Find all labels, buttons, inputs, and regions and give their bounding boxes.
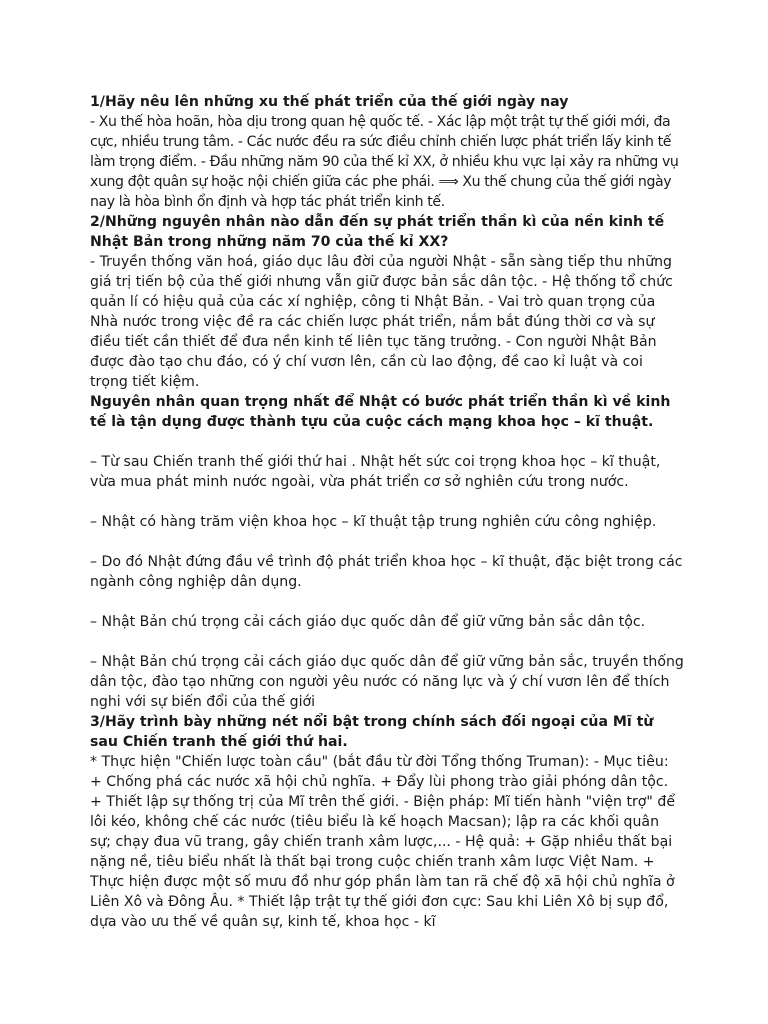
q2-body: - Truyền thống văn hoá, giáo dục lâu đời của người Nhật - sẵn sàng tiếp thu những giá trị tiến bộ của thế giới nhưng vẫn giữ được bản sắc dân tộc. - Hệ thống tổ chức quản lí có hiệu quả của các xí nghiệp, công ti Nhật Bản. - Vai trò quan trọng của Nhà nước trong việc đề ra các chiến lược phát triển, nắm bắt đúng thời cơ và sự điều tiết cần thiết để đưa nền kinh tế liên tục tăng trưởng. - Con người Nhật Bản được đào tạo chu đáo, có ý chí vươn lên, cần cù lao động, đề cao kỉ luật và coi trọng tiết kiệm. xyxy=(90,254,673,390)
q3-body: * Thực hiện "Chiến lược toàn cầu" (bắt đầu từ đời Tổng thống Truman): - Mục tiêu: + Chống phá các nước xã hội chủ nghĩa. + Đẩy lùi phong trào giải phóng dân tộc. + Thiết lập sự thống trị của Mĩ trên thế giới. - Biện pháp: Mĩ tiến hành "viện trợ" để lôi kéo, không chế các nước (tiêu biểu là kế hoạch Macsan); lập ra các khối quân sự; chạy đua vũ trang, gây chiến tranh xâm lược,... - Hệ quả: + Gặp nhiều thất bại nặng nề, tiêu biểu nhất là thất bại trong cuộc chiến tranh xâm lược Việt Nam. + Thực hiện được một số mưu đồ như góp phần làm tan rã chế độ xã hội chủ nghĩa ở Liên Xô và Đông Âu. * Thiết lập trật tự thế giới đơn cực: Sau khi Liên Xô bị sụp đổ, dựa vào ưu thế về quân sự, kinh tế, khoa học - kĩ xyxy=(90,754,675,930)
q2-point: – Nhật Bản chú trọng cải cách giáo dục quốc dân để giữ vững bản sắc dân tộc. xyxy=(90,614,646,630)
q3-heading: 3/Hãy trình bày những nét nổi bật trong chính sách đối ngoại của Mĩ từ sau Chiến tranh thế giới thứ hai. xyxy=(90,714,654,750)
document-page xyxy=(90,92,684,932)
paragraph-gap xyxy=(90,592,684,612)
q2-point: – Từ sau Chiến tranh thế giới thứ hai . Nhật hết sức coi trọng khoa học – kĩ thuật, vừa mua phát minh nước ngoài, vừa phát triển cơ sở nghiên cứu trong nước. xyxy=(90,454,661,490)
paragraph-gap xyxy=(90,632,684,652)
q2-point: – Do đó Nhật đứng đầu về trình độ phát triển khoa học – kĩ thuật, đặc biệt trong các ngành công nghiệp dân dụng. xyxy=(90,554,683,590)
q1-heading: 1/Hãy nêu lên những xu thế phát triển của thế giới ngày nay xyxy=(90,94,569,110)
q2-point: – Nhật Bản chú trọng cải cách giáo dục quốc dân để giữ vững bản sắc, truyền thống dân tộc, đào tạo những con người yêu nước có năng lực và ý chí vươn lên để thích nghi với sự biến đổi của thế giới xyxy=(90,654,684,710)
q1-body: - Xu thế hòa hoãn, hòa dịu trong quan hệ quốc tế. - Xác lập một trật tự thế giới mới, đa cực, nhiều trung tâm. - Các nước đều ra sức điều chỉnh chiến lược phát triển lấy kinh tế làm trọng điểm. - Đầu những năm 90 của thế kỉ XX, ở nhiều khu vực lại xảy ra những vụ xung đột quân sự hoặc nội chiến giữa các phe phái. ⟹ Xu thế chung của thế giới ngày nay là hòa bình ổn định và hợp tác phát triển kinh tế. xyxy=(90,114,679,210)
paragraph-gap xyxy=(90,532,684,552)
q2-point: – Nhật có hàng trăm viện khoa học – kĩ thuật tập trung nghiên cứu công nghiệp. xyxy=(90,514,657,530)
q2-heading: 2/Những nguyên nhân nào dẫn đến sự phát triển thần kì của nền kinh tế Nhật Bản trong những năm 70 của thế kỉ XX? xyxy=(90,214,665,250)
paragraph-gap xyxy=(90,432,684,452)
paragraph-gap xyxy=(90,492,684,512)
q2-key-reason: Nguyên nhân quan trọng nhất để Nhật có bước phát triển thần kì về kinh tế là tận dụng được thành tựu của cuộc cách mạng khoa học – kĩ thuật. xyxy=(90,394,671,430)
